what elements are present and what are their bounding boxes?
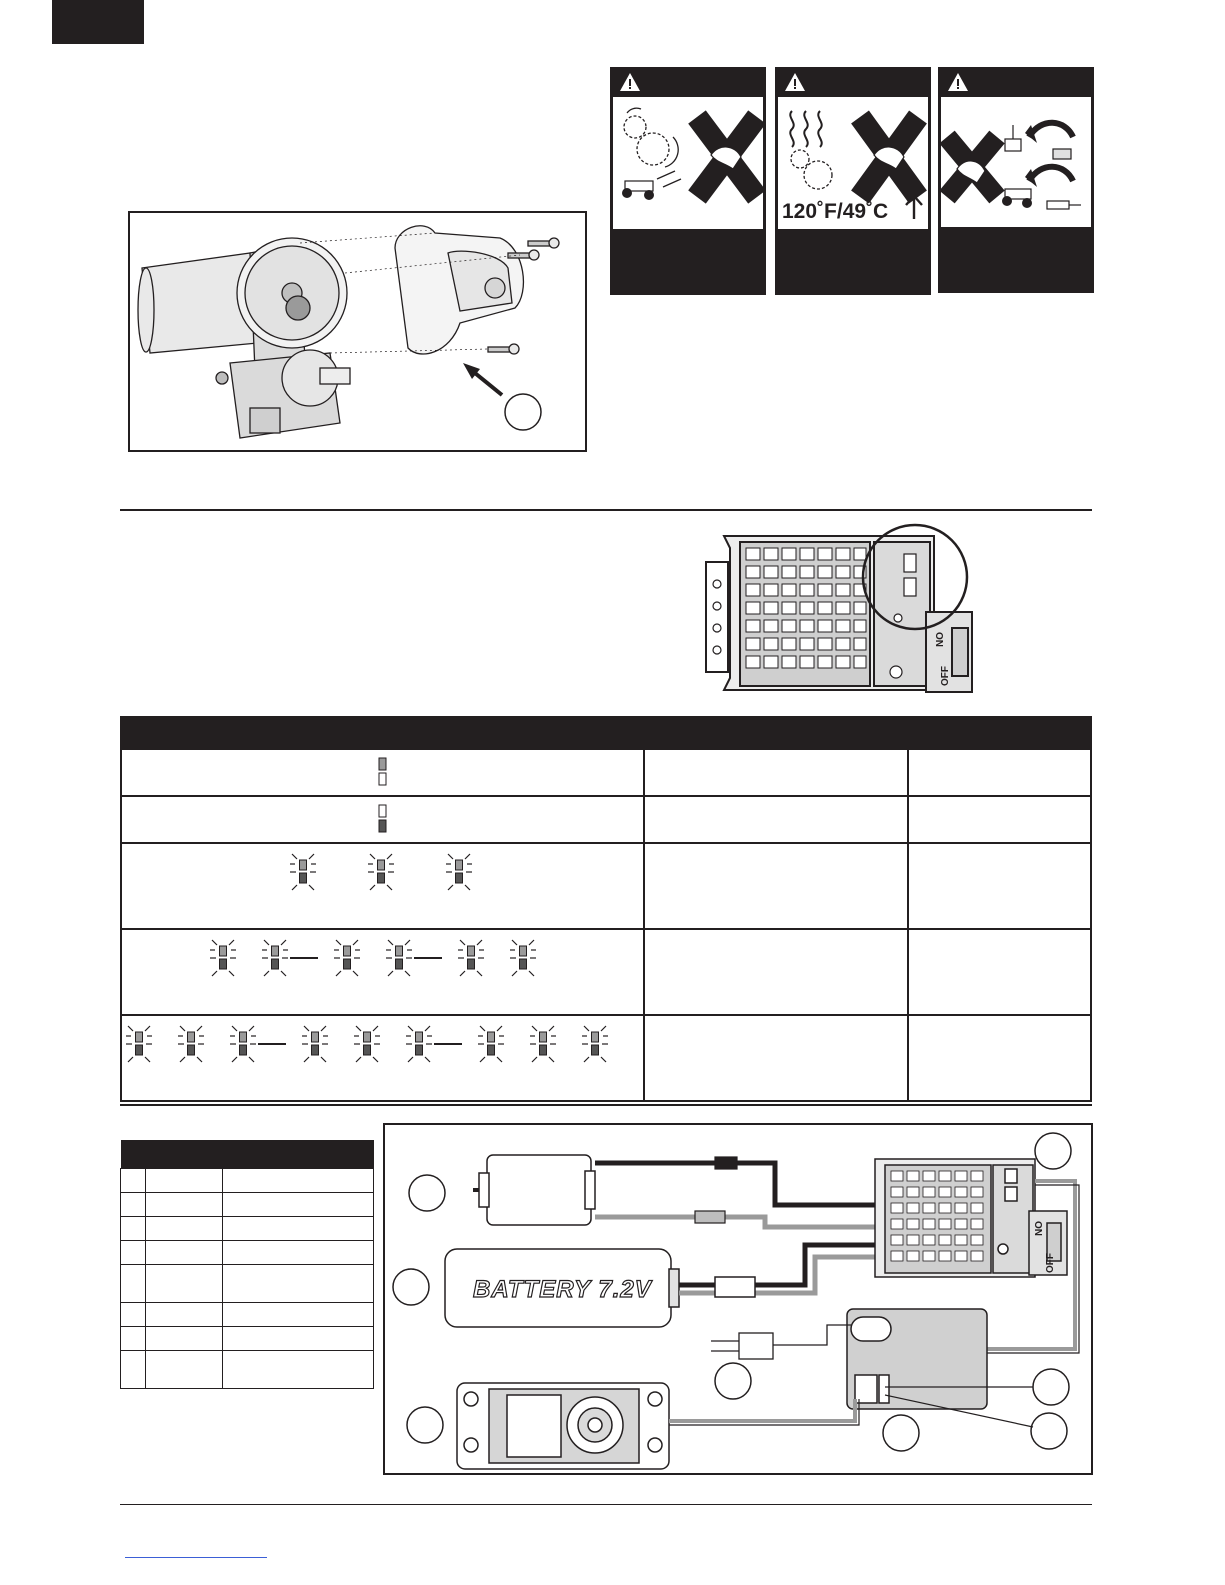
led-indicator-top	[904, 554, 916, 572]
led-row-3	[121, 843, 1091, 929]
led-row-5	[121, 1015, 1091, 1101]
flash-sequence	[210, 936, 566, 980]
crossed-hand-icon	[860, 117, 918, 197]
esc-switch-on-label: ON	[933, 632, 944, 647]
flashing-led-icon	[368, 854, 394, 890]
legend-row	[121, 1303, 374, 1327]
wiring-legend-table	[120, 1140, 374, 1389]
flashing-led-icon	[210, 940, 236, 976]
flash-pattern-triple	[126, 1022, 638, 1071]
warning-label-heat	[775, 67, 931, 295]
gear-icon	[791, 150, 832, 189]
led-pattern-cell	[121, 749, 644, 796]
flash-pattern-double	[210, 936, 566, 985]
footer-link[interactable]	[125, 1557, 267, 1558]
legend-row	[121, 1241, 374, 1265]
led-meaning-cell	[644, 1015, 908, 1101]
gear-cover-illustration	[130, 213, 585, 450]
led-indicator-bottom	[904, 578, 916, 596]
warning-label-gears	[610, 67, 766, 295]
callout-throttle-port	[1033, 1369, 1069, 1405]
flashing-led-icon	[178, 1026, 204, 1062]
callout-motor	[409, 1175, 445, 1211]
flash-sequence	[290, 850, 554, 894]
flash-pattern-single	[290, 850, 554, 899]
led-status-table	[120, 716, 1092, 1102]
flashing-led-icon	[458, 940, 484, 976]
led-action-cell	[908, 749, 1091, 796]
crossed-hand-icon	[697, 117, 757, 197]
esc-led-figure	[700, 520, 1000, 710]
led-table-header	[121, 717, 1091, 749]
led-top-on-icon	[377, 756, 389, 788]
gear-cover-figure	[128, 211, 587, 452]
flashing-led-icon	[582, 1026, 608, 1062]
flashing-led-icon	[386, 940, 412, 976]
legend-row	[121, 1327, 374, 1351]
warning-triangle-icon	[784, 72, 806, 92]
legend-row	[121, 1193, 374, 1217]
flashing-led-icon	[446, 854, 472, 890]
callout-steering-port	[883, 1415, 919, 1451]
led-action-cell	[908, 796, 1091, 843]
led-pattern-cell	[121, 796, 644, 843]
flashing-led-icon	[510, 940, 536, 976]
led-action-cell	[908, 1015, 1091, 1101]
led-row-4	[121, 929, 1091, 1015]
rc-car-icon	[1002, 189, 1032, 208]
legend-row	[121, 1169, 374, 1193]
crossed-hand-icon	[947, 137, 997, 197]
led-row-2	[121, 796, 1091, 843]
led-row-1	[121, 749, 1091, 796]
flashing-led-icon	[530, 1026, 556, 1062]
power-order-pictogram	[941, 97, 1091, 225]
temperature-label: 120˚F/49˚C	[782, 200, 889, 223]
footer-divider	[120, 1504, 1092, 1505]
language-tab	[52, 0, 144, 44]
flashing-led-icon	[406, 1026, 432, 1062]
bind-plug-icon	[711, 1325, 851, 1359]
warning-triangle-icon	[947, 72, 969, 92]
flashing-led-icon	[302, 1026, 328, 1062]
flashing-led-icon	[230, 1026, 256, 1062]
flashing-led-icon	[354, 1026, 380, 1062]
gears-hand-pictogram	[613, 97, 763, 225]
wiring-diagram-illustration	[385, 1125, 1091, 1473]
led-pattern-cell	[121, 843, 644, 929]
flash-sequence	[126, 1022, 638, 1066]
led-action-cell	[908, 929, 1091, 1015]
wiring-switch-off-label: OFF	[1045, 1253, 1056, 1273]
heat-waves-icon	[790, 111, 821, 147]
callout-esc-lead	[1031, 1413, 1067, 1449]
wiring-switch-on-label: ON	[1032, 1221, 1043, 1236]
rc-car-icon	[622, 181, 654, 200]
receiver-icon	[847, 1309, 987, 1409]
warning-triangle-icon	[619, 72, 641, 92]
legend-row	[121, 1265, 374, 1303]
section-divider-2	[120, 1104, 1092, 1106]
wiring-legend-header	[121, 1140, 374, 1169]
flashing-led-icon	[126, 1026, 152, 1062]
flashing-led-icon	[290, 854, 316, 890]
battery-label: BATTERY 7.2V	[473, 1276, 652, 1303]
callout-circle	[505, 394, 541, 430]
battery-icon	[445, 1249, 679, 1327]
led-pattern-cell	[121, 929, 644, 1015]
legend-row	[121, 1217, 374, 1241]
led-meaning-cell	[644, 929, 908, 1015]
callout-esc	[1035, 1133, 1071, 1169]
led-meaning-cell	[644, 843, 908, 929]
flashing-led-icon	[262, 940, 288, 976]
led-bottom-on-icon	[377, 803, 389, 835]
callout-servo	[407, 1407, 443, 1443]
battery-connector	[715, 1277, 755, 1297]
heat-hand-pictogram	[778, 97, 928, 225]
callout-charger	[715, 1363, 751, 1399]
warning-label-power	[938, 67, 1094, 293]
led-meaning-cell	[644, 796, 908, 843]
wiring-diagram	[383, 1123, 1093, 1475]
flashing-led-icon	[334, 940, 360, 976]
led-action-cell	[908, 843, 1091, 929]
servo-icon	[457, 1383, 669, 1469]
esc-switch-off-label: OFF	[940, 666, 951, 686]
battery-connector-icon	[1047, 201, 1081, 209]
section-divider	[120, 509, 1092, 511]
motor-icon	[473, 1155, 595, 1225]
callout-battery	[393, 1269, 429, 1305]
legend-row	[121, 1351, 374, 1389]
led-meaning-cell	[644, 749, 908, 796]
flashing-led-icon	[478, 1026, 504, 1062]
led-pattern-cell	[121, 1015, 644, 1101]
